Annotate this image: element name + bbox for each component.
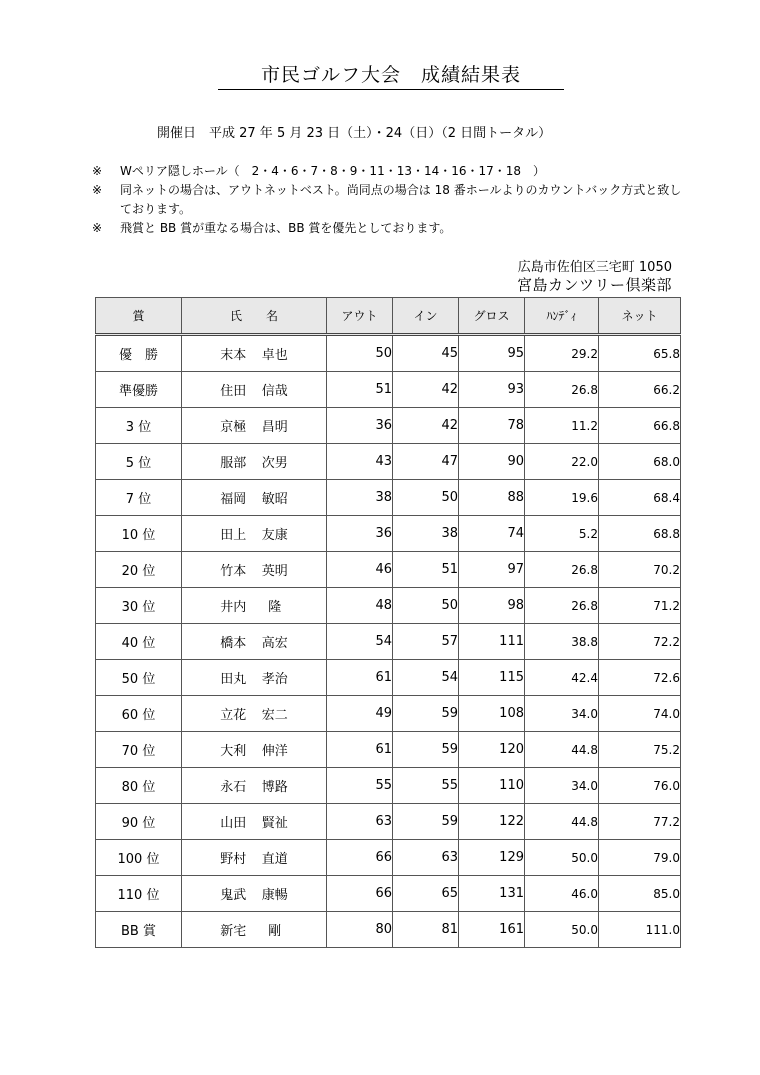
note-text: Wペリア隠しホール（ 2・4・6・7・8・9・11・13・14・16・17・18 ） xyxy=(120,164,546,178)
handicap-cell: 46.0 xyxy=(525,876,599,912)
results-body xyxy=(96,335,681,948)
surname: 新宅 xyxy=(220,924,247,939)
in-cell: 51 xyxy=(393,552,459,588)
given-name: 宏二 xyxy=(261,708,288,723)
name-cell xyxy=(182,588,327,624)
handicap-cell: 44.8 xyxy=(525,732,599,768)
gross-cell: 108 xyxy=(459,696,525,732)
note-mark: ※ xyxy=(92,183,103,197)
table-row xyxy=(96,876,681,912)
given-name: 剛 xyxy=(268,924,282,939)
given-name: 信哉 xyxy=(261,384,288,399)
net-cell: 68.8 xyxy=(599,516,681,552)
in-cell: 54 xyxy=(393,660,459,696)
handicap-cell: 26.8 xyxy=(525,372,599,408)
gross-cell: 97 xyxy=(459,552,525,588)
header-out: アウト xyxy=(327,298,393,335)
out-cell: 43 xyxy=(327,444,393,480)
surname: 福岡 xyxy=(220,492,247,507)
gross-cell: 131 xyxy=(459,876,525,912)
out-cell: 66 xyxy=(327,876,393,912)
note-item xyxy=(92,181,692,219)
in-cell: 59 xyxy=(393,804,459,840)
given-name: 賢祉 xyxy=(261,816,288,831)
note-mark: ※ xyxy=(92,221,103,235)
results-table xyxy=(95,297,681,948)
in-cell: 50 xyxy=(393,480,459,516)
gross-cell: 111 xyxy=(459,624,525,660)
venue-block xyxy=(517,259,672,295)
award-cell: 40 位 xyxy=(96,624,182,660)
net-cell: 68.4 xyxy=(599,480,681,516)
in-cell: 63 xyxy=(393,840,459,876)
handicap-cell: 29.2 xyxy=(525,335,599,372)
net-cell: 68.0 xyxy=(599,444,681,480)
handicap-cell: 42.4 xyxy=(525,660,599,696)
handicap-cell: 5.2 xyxy=(525,516,599,552)
in-cell: 55 xyxy=(393,768,459,804)
net-cell: 70.2 xyxy=(599,552,681,588)
net-cell: 66.8 xyxy=(599,408,681,444)
surname: 竹本 xyxy=(220,564,247,579)
net-cell: 74.0 xyxy=(599,696,681,732)
name-cell xyxy=(182,660,327,696)
given-name: 卓也 xyxy=(261,348,288,363)
note-text: 飛賞と BB 賞が重なる場合は、BB 賞を優先としております。 xyxy=(120,221,452,235)
handicap-cell: 26.8 xyxy=(525,588,599,624)
table-row xyxy=(96,624,681,660)
name-cell xyxy=(182,444,327,480)
gross-cell: 95 xyxy=(459,335,525,372)
out-cell: 38 xyxy=(327,480,393,516)
surname: 橋本 xyxy=(220,636,247,651)
given-name: 直道 xyxy=(261,852,288,867)
award-cell: 110 位 xyxy=(96,876,182,912)
out-cell: 54 xyxy=(327,624,393,660)
gross-cell: 120 xyxy=(459,732,525,768)
net-cell: 72.2 xyxy=(599,624,681,660)
award-cell: 10 位 xyxy=(96,516,182,552)
given-name: 次男 xyxy=(261,456,288,471)
name-cell xyxy=(182,696,327,732)
gross-cell: 161 xyxy=(459,912,525,948)
net-cell: 111.0 xyxy=(599,912,681,948)
table-row xyxy=(96,480,681,516)
award-cell: 5 位 xyxy=(96,444,182,480)
out-cell: 48 xyxy=(327,588,393,624)
award-cell: 3 位 xyxy=(96,408,182,444)
out-cell: 51 xyxy=(327,372,393,408)
in-cell: 45 xyxy=(393,335,459,372)
table-row xyxy=(96,516,681,552)
name-cell xyxy=(182,372,327,408)
surname: 井内 xyxy=(220,600,247,615)
handicap-cell: 44.8 xyxy=(525,804,599,840)
out-cell: 36 xyxy=(327,516,393,552)
net-cell: 77.2 xyxy=(599,804,681,840)
award-cell: 60 位 xyxy=(96,696,182,732)
note-item xyxy=(92,162,692,181)
note-text: 同ネットの場合は、アウトネットベスト。尚同点の場合は 18 番ホールよりのカウントバック方式と致しております。 xyxy=(120,183,682,216)
handicap-cell: 38.8 xyxy=(525,624,599,660)
given-name: 隆 xyxy=(268,600,282,615)
name-cell xyxy=(182,480,327,516)
name-cell xyxy=(182,804,327,840)
header-name: 氏 名 xyxy=(182,298,327,335)
handicap-cell: 50.0 xyxy=(525,840,599,876)
header-net: ネット xyxy=(599,298,681,335)
net-cell: 75.2 xyxy=(599,732,681,768)
out-cell: 61 xyxy=(327,732,393,768)
out-cell: 63 xyxy=(327,804,393,840)
table-row xyxy=(96,804,681,840)
award-cell: 優 勝 xyxy=(96,335,182,372)
header-award: 賞 xyxy=(96,298,182,335)
gross-cell: 110 xyxy=(459,768,525,804)
in-cell: 50 xyxy=(393,588,459,624)
award-cell: 20 位 xyxy=(96,552,182,588)
name-cell xyxy=(182,732,327,768)
page-title: 市民ゴルフ大会 成績結果表 xyxy=(218,60,564,90)
notes-list xyxy=(92,162,692,238)
handicap-cell: 19.6 xyxy=(525,480,599,516)
note-item xyxy=(92,219,692,238)
award-cell: 30 位 xyxy=(96,588,182,624)
table-row xyxy=(96,696,681,732)
table-row xyxy=(96,335,681,372)
given-name: 友康 xyxy=(261,528,288,543)
surname: 立花 xyxy=(220,708,247,723)
given-name: 敏昭 xyxy=(261,492,288,507)
in-cell: 59 xyxy=(393,696,459,732)
surname: 田上 xyxy=(220,528,247,543)
out-cell: 46 xyxy=(327,552,393,588)
in-cell: 81 xyxy=(393,912,459,948)
award-cell: 80 位 xyxy=(96,768,182,804)
header-in: イン xyxy=(393,298,459,335)
gross-cell: 90 xyxy=(459,444,525,480)
table-row xyxy=(96,408,681,444)
table-row xyxy=(96,768,681,804)
award-cell: 70 位 xyxy=(96,732,182,768)
net-cell: 71.2 xyxy=(599,588,681,624)
surname: 野村 xyxy=(220,852,247,867)
out-cell: 49 xyxy=(327,696,393,732)
surname: 京極 xyxy=(220,420,247,435)
table-row xyxy=(96,444,681,480)
given-name: 高宏 xyxy=(261,636,288,651)
given-name: 孝治 xyxy=(261,672,288,687)
given-name: 博路 xyxy=(261,780,288,795)
out-cell: 36 xyxy=(327,408,393,444)
name-cell xyxy=(182,768,327,804)
gross-cell: 78 xyxy=(459,408,525,444)
net-cell: 85.0 xyxy=(599,876,681,912)
given-name: 伸洋 xyxy=(261,744,288,759)
surname: 服部 xyxy=(220,456,247,471)
award-cell: 100 位 xyxy=(96,840,182,876)
table-row xyxy=(96,732,681,768)
handicap-cell: 26.8 xyxy=(525,552,599,588)
net-cell: 72.6 xyxy=(599,660,681,696)
gross-cell: 93 xyxy=(459,372,525,408)
handicap-cell: 34.0 xyxy=(525,768,599,804)
handicap-cell: 22.0 xyxy=(525,444,599,480)
surname: 山田 xyxy=(220,816,247,831)
gross-cell: 74 xyxy=(459,516,525,552)
table-row xyxy=(96,552,681,588)
note-mark: ※ xyxy=(92,164,103,178)
surname: 田丸 xyxy=(220,672,247,687)
name-cell xyxy=(182,876,327,912)
table-row xyxy=(96,660,681,696)
given-name: 昌明 xyxy=(261,420,288,435)
table-row xyxy=(96,588,681,624)
in-cell: 57 xyxy=(393,624,459,660)
surname: 住田 xyxy=(220,384,247,399)
net-cell: 76.0 xyxy=(599,768,681,804)
header-gross: グロス xyxy=(459,298,525,335)
handicap-cell: 34.0 xyxy=(525,696,599,732)
handicap-cell: 50.0 xyxy=(525,912,599,948)
award-cell: BB 賞 xyxy=(96,912,182,948)
surname: 永石 xyxy=(220,780,247,795)
out-cell: 55 xyxy=(327,768,393,804)
name-cell xyxy=(182,408,327,444)
name-cell xyxy=(182,516,327,552)
gross-cell: 88 xyxy=(459,480,525,516)
name-cell xyxy=(182,912,327,948)
handicap-cell: 11.2 xyxy=(525,408,599,444)
net-cell: 65.8 xyxy=(599,335,681,372)
in-cell: 42 xyxy=(393,408,459,444)
out-cell: 66 xyxy=(327,840,393,876)
given-name: 英明 xyxy=(261,564,288,579)
in-cell: 47 xyxy=(393,444,459,480)
out-cell: 61 xyxy=(327,660,393,696)
name-cell xyxy=(182,552,327,588)
gross-cell: 115 xyxy=(459,660,525,696)
gross-cell: 129 xyxy=(459,840,525,876)
given-name: 康暢 xyxy=(261,888,288,903)
award-cell: 7 位 xyxy=(96,480,182,516)
net-cell: 79.0 xyxy=(599,840,681,876)
award-cell: 50 位 xyxy=(96,660,182,696)
header-handicap: ﾊﾝﾃﾞｨ xyxy=(525,298,599,335)
gross-cell: 122 xyxy=(459,804,525,840)
surname: 大利 xyxy=(220,744,247,759)
venue-address: 広島市佐伯区三宅町 1050 xyxy=(517,260,672,275)
surname: 末本 xyxy=(220,348,247,363)
name-cell xyxy=(182,624,327,660)
out-cell: 50 xyxy=(327,335,393,372)
award-cell: 90 位 xyxy=(96,804,182,840)
table-header-row xyxy=(96,298,681,335)
table-row xyxy=(96,840,681,876)
gross-cell: 98 xyxy=(459,588,525,624)
net-cell: 66.2 xyxy=(599,372,681,408)
surname: 鬼武 xyxy=(220,888,247,903)
in-cell: 42 xyxy=(393,372,459,408)
in-cell: 65 xyxy=(393,876,459,912)
out-cell: 80 xyxy=(327,912,393,948)
name-cell xyxy=(182,840,327,876)
name-cell xyxy=(182,335,327,372)
table-row xyxy=(96,912,681,948)
in-cell: 59 xyxy=(393,732,459,768)
venue-club-name: 宮島カンツリー倶楽部 xyxy=(516,276,672,294)
event-dates: 開催日 平成 27 年 5 月 23 日（土）・24（日）（2 日間トータル） xyxy=(157,126,552,141)
award-cell: 準優勝 xyxy=(96,372,182,408)
table-row xyxy=(96,372,681,408)
in-cell: 38 xyxy=(393,516,459,552)
